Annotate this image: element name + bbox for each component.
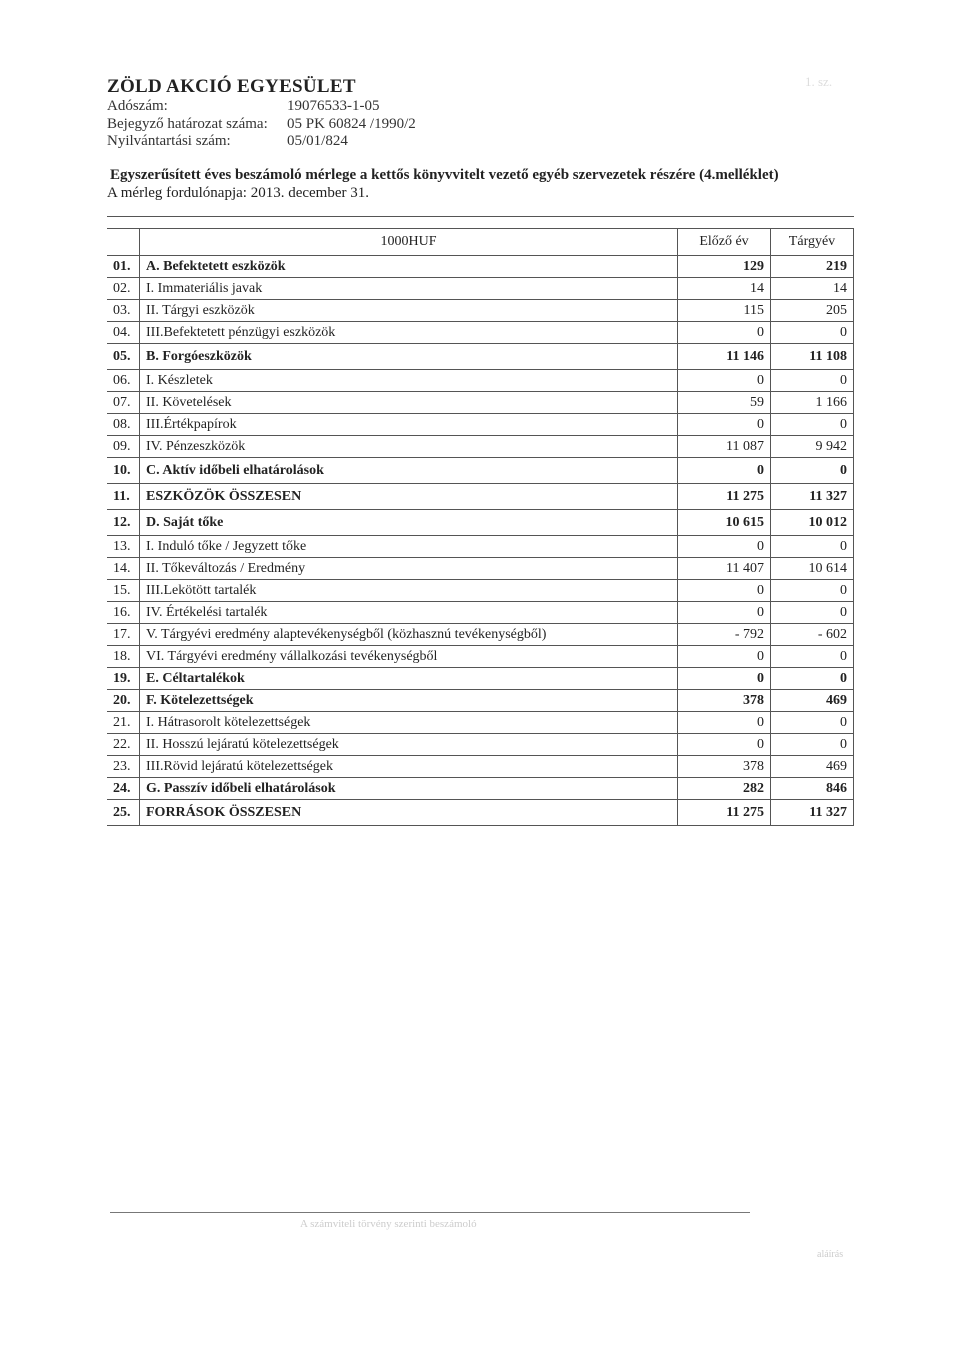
row-number-cell: 18. (107, 646, 140, 668)
footer-line (110, 1212, 750, 1213)
row-number-cell: 20. (107, 690, 140, 712)
row-number-cell: 03. (107, 300, 140, 322)
table-row (107, 646, 854, 668)
current-year-value-cell: 0 (771, 712, 854, 734)
prev-year-value-cell: 378 (678, 756, 771, 778)
prev-year-value-cell: 10 615 (678, 510, 771, 536)
table-row (107, 800, 854, 826)
table-row (107, 344, 854, 370)
current-year-value-cell: 11 108 (771, 344, 854, 370)
row-label-cell: I. Induló tőke / Jegyzett tőke (140, 536, 678, 558)
row-label-cell: II. Követelések (140, 392, 678, 414)
prev-year-value-cell: 129 (678, 256, 771, 278)
current-year-value-cell: 0 (771, 646, 854, 668)
current-year-value-cell: 219 (771, 256, 854, 278)
prev-year-value-cell: 0 (678, 370, 771, 392)
balance-date: A mérleg fordulónapja: 2013. december 31. (107, 185, 370, 201)
row-number-cell: 13. (107, 536, 140, 558)
prev-year-value-cell: 0 (678, 322, 771, 344)
row-label-cell: III.Értékpapírok (140, 414, 678, 436)
table-row (107, 734, 854, 756)
row-number-cell: 07. (107, 392, 140, 414)
row-number-cell: 19. (107, 668, 140, 690)
prev-year-value-cell: 14 (678, 278, 771, 300)
prev-year-value-cell: 11 087 (678, 436, 771, 458)
prev-year-value-cell: 0 (678, 602, 771, 624)
row-number-cell: 14. (107, 558, 140, 580)
current-year-value-cell: 0 (771, 414, 854, 436)
table-row (107, 458, 854, 484)
current-year-value-cell: 10 614 (771, 558, 854, 580)
table-row (107, 278, 854, 300)
row-number-cell: 12. (107, 510, 140, 536)
prev-year-value-cell: 11 275 (678, 484, 771, 510)
row-label-cell: E. Céltartalékok (140, 668, 678, 690)
row-label-cell: F. Kötelezettségek (140, 690, 678, 712)
registration-value: 05 PK 60824 /1990/2 (287, 116, 416, 132)
prev-year-value-cell: 378 (678, 690, 771, 712)
header-no-cell (107, 229, 140, 256)
prev-year-value-cell: 59 (678, 392, 771, 414)
table-row (107, 256, 854, 278)
record-number-row (107, 133, 348, 150)
table-row (107, 558, 854, 580)
table-row (107, 510, 854, 536)
row-label-cell: I. Hátrasorolt kötelezettségek (140, 712, 678, 734)
prev-year-value-cell: 0 (678, 646, 771, 668)
table-row (107, 690, 854, 712)
table-row (107, 370, 854, 392)
prev-year-value-cell: 0 (678, 458, 771, 484)
current-year-value-cell: 0 (771, 370, 854, 392)
current-year-value-cell: 11 327 (771, 800, 854, 826)
page-corner-mark: 1. sz. (805, 74, 833, 89)
registration-label: Bejegyző határozat száma: (107, 116, 268, 132)
row-label-cell: II. Tárgyi eszközök (140, 300, 678, 322)
prev-year-value-cell: 0 (678, 712, 771, 734)
row-number-cell: 24. (107, 778, 140, 800)
table-row (107, 322, 854, 344)
row-label-cell: C. Aktív időbeli elhatárolások (140, 458, 678, 484)
prev-year-value-cell: 282 (678, 778, 771, 800)
current-year-value-cell: 469 (771, 756, 854, 778)
row-label-cell: IV. Pénzeszközök (140, 436, 678, 458)
row-number-cell: 09. (107, 436, 140, 458)
row-label-cell: III.Rövid lejáratú kötelezettségek (140, 756, 678, 778)
row-number-cell: 15. (107, 580, 140, 602)
row-number-cell: 21. (107, 712, 140, 734)
row-label-cell: D. Saját tőke (140, 510, 678, 536)
current-year-value-cell: 10 012 (771, 510, 854, 536)
table-row (107, 484, 854, 510)
current-year-value-cell: 11 327 (771, 484, 854, 510)
balance-sheet-body (107, 229, 854, 826)
tax-number-label: Adószám: (107, 98, 168, 114)
current-year-value-cell: 469 (771, 690, 854, 712)
tax-number-row (107, 98, 380, 115)
header-current-year: Tárgyév (771, 229, 854, 256)
row-number-cell: 01. (107, 256, 140, 278)
row-label-cell: II. Hosszú lejáratú kötelezettségek (140, 734, 678, 756)
row-label-cell: A. Befektetett eszközök (140, 256, 678, 278)
organization-name: ZÖLD AKCIÓ EGYESÜLET (107, 76, 356, 97)
header-prev-year: Előző év (678, 229, 771, 256)
registration-row (107, 116, 416, 133)
prev-year-value-cell: 11 146 (678, 344, 771, 370)
record-number-label: Nyilvántartási szám: (107, 133, 231, 149)
row-label-cell: II. Tőkeváltozás / Eredmény (140, 558, 678, 580)
row-number-cell: 02. (107, 278, 140, 300)
row-label-cell: I. Készletek (140, 370, 678, 392)
table-header-row (107, 229, 854, 256)
report-description: Egyszerűsített éves beszámoló mérlege a kettős könyvvitelt vezető egyéb szervezetek részére (4.melléklet) (110, 167, 779, 183)
current-year-value-cell: 0 (771, 322, 854, 344)
prev-year-value-cell: - 792 (678, 624, 771, 646)
row-number-cell: 22. (107, 734, 140, 756)
table-row (107, 414, 854, 436)
signature-note: aláírás (817, 1249, 844, 1260)
row-number-cell: 23. (107, 756, 140, 778)
row-number-cell: 16. (107, 602, 140, 624)
row-label-cell: G. Passzív időbeli elhatárolások (140, 778, 678, 800)
row-number-cell: 11. (107, 484, 140, 510)
row-number-cell: 05. (107, 344, 140, 370)
prev-year-value-cell: 0 (678, 580, 771, 602)
table-row (107, 300, 854, 322)
current-year-value-cell: 0 (771, 602, 854, 624)
row-number-cell: 06. (107, 370, 140, 392)
prev-year-value-cell: 0 (678, 734, 771, 756)
row-number-cell: 08. (107, 414, 140, 436)
row-number-cell: 17. (107, 624, 140, 646)
current-year-value-cell: 1 166 (771, 392, 854, 414)
table-row (107, 668, 854, 690)
divider (107, 216, 854, 217)
prev-year-value-cell: 0 (678, 414, 771, 436)
faint-footer-note: A számviteli törvény szerinti beszámoló (300, 1218, 477, 1230)
row-number-cell: 04. (107, 322, 140, 344)
record-number-value: 05/01/824 (287, 133, 348, 149)
current-year-value-cell: 0 (771, 734, 854, 756)
header-unit-cell: 1000HUF (140, 229, 678, 256)
table-row (107, 392, 854, 414)
current-year-value-cell: 14 (771, 278, 854, 300)
current-year-value-cell: 205 (771, 300, 854, 322)
row-label-cell: B. Forgóeszközök (140, 344, 678, 370)
current-year-value-cell: 846 (771, 778, 854, 800)
current-year-value-cell: 0 (771, 536, 854, 558)
current-year-value-cell: - 602 (771, 624, 854, 646)
prev-year-value-cell: 115 (678, 300, 771, 322)
prev-year-value-cell: 0 (678, 668, 771, 690)
current-year-value-cell: 0 (771, 458, 854, 484)
row-label-cell: III.Lekötött tartalék (140, 580, 678, 602)
table-row (107, 712, 854, 734)
table-row (107, 624, 854, 646)
row-label-cell: VI. Tárgyévi eredmény vállalkozási tevékenységből (140, 646, 678, 668)
prev-year-value-cell: 11 275 (678, 800, 771, 826)
tax-number-value: 19076533-1-05 (287, 98, 380, 114)
prev-year-value-cell: 0 (678, 536, 771, 558)
table-row (107, 536, 854, 558)
row-label-cell: III.Befektetett pénzügyi eszközök (140, 322, 678, 344)
current-year-value-cell: 9 942 (771, 436, 854, 458)
current-year-value-cell: 0 (771, 668, 854, 690)
row-label-cell: FORRÁSOK ÖSSZESEN (140, 800, 678, 826)
row-label-cell: I. Immateriális javak (140, 278, 678, 300)
table-row (107, 756, 854, 778)
table-row (107, 436, 854, 458)
row-label-cell: IV. Értékelési tartalék (140, 602, 678, 624)
prev-year-value-cell: 11 407 (678, 558, 771, 580)
table-row (107, 580, 854, 602)
row-number-cell: 25. (107, 800, 140, 826)
current-year-value-cell: 0 (771, 580, 854, 602)
row-label-cell: ESZKÖZÖK ÖSSZESEN (140, 484, 678, 510)
table-row (107, 602, 854, 624)
balance-sheet-table (107, 228, 854, 826)
row-label-cell: V. Tárgyévi eredmény alaptevékenységből (közhasznú tevékenységből) (140, 624, 678, 646)
table-row (107, 778, 854, 800)
row-number-cell: 10. (107, 458, 140, 484)
